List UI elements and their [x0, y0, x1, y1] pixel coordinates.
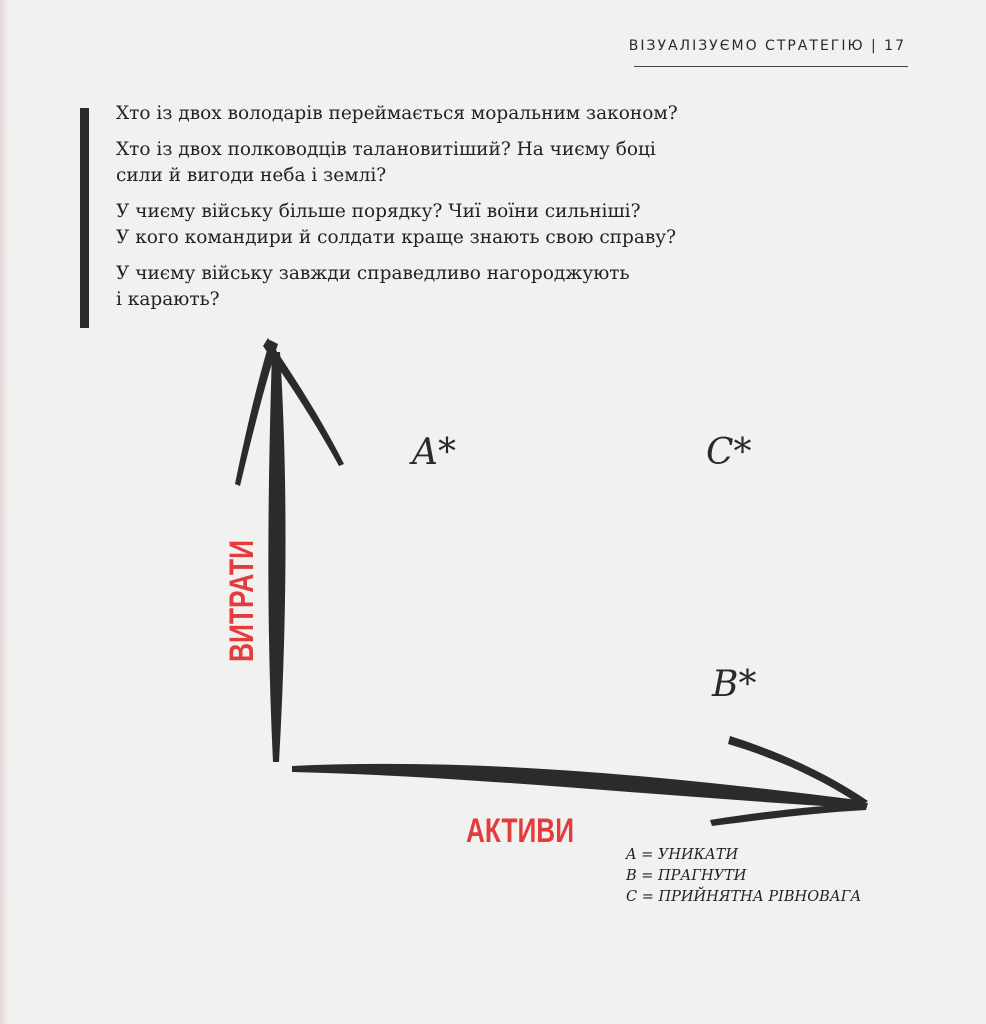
y-axis-shaft — [268, 352, 285, 762]
legend-item-c: C = ПРИЙНЯТНА РІВНОВАГА — [626, 889, 862, 905]
question-3: У чиєму війську більше порядку? Чиї воїни сильніші? У кого командири й солдати краще знають свою справу? — [116, 201, 677, 248]
x-axis-label: АКТИВИ — [466, 812, 574, 850]
x-axis-shaft — [292, 764, 858, 808]
legend-item-b: B = ПРАГНУТИ — [626, 868, 747, 884]
question-1: Хто із двох володарів переймається моральним законом? — [116, 103, 678, 124]
y-axis-label: ВИТРАТИ — [223, 504, 261, 662]
x-axis-arrowhead-bottom — [710, 803, 868, 826]
point-b-label: B* — [712, 664, 757, 705]
point-c-label: C* — [706, 432, 752, 473]
running-header: ВІЗУАЛІЗУЄМО СТРАТЕГІЮ | 17 — [628, 38, 906, 54]
legend-item-a: A = УНИКАТИ — [626, 847, 739, 863]
point-a-label: A* — [412, 432, 456, 473]
question-4: У чиєму війську завжди справедливо нагороджують і карають? — [116, 263, 630, 310]
diagram-legend — [626, 845, 861, 908]
question-2: Хто із двох полководців талановитіший? На чиєму боці сили й вигоди неба і землі? — [116, 139, 656, 186]
